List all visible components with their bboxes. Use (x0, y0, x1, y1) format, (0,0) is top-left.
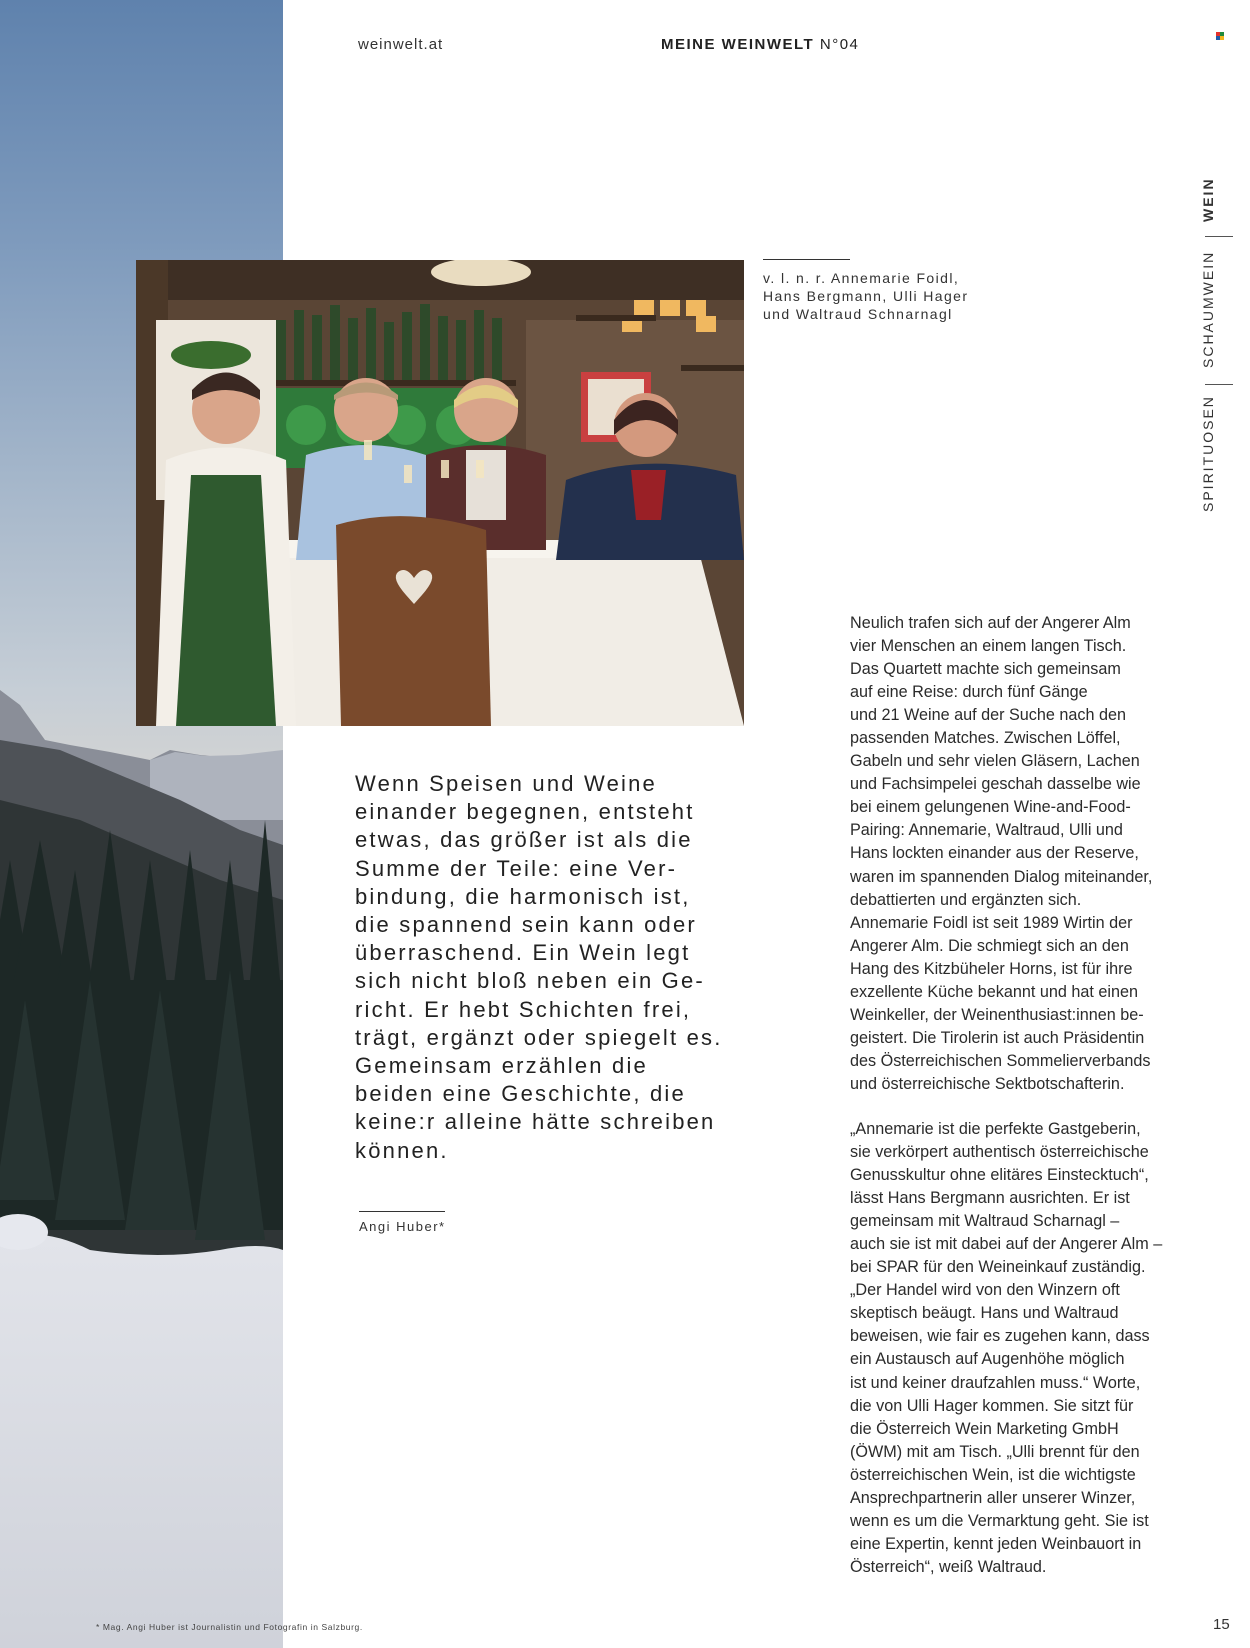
body-line: bei einem gelungenen Wine-and-Food- (850, 798, 1131, 817)
body-line: Ansprechpartnerin aller unserer Winzer, (850, 1488, 1136, 1507)
intro-line: können. (355, 1137, 449, 1163)
body-line: skeptisch beäugt. Hans und Waltraud (850, 1304, 1119, 1323)
body-line: Österreich“, weiß Waltraud. (850, 1557, 1047, 1576)
body-line: eine Expertin, kennt jeden Weinbauort in (850, 1534, 1142, 1553)
body-line: Genusskultur ohne elitäres Einstecktuch“, (850, 1166, 1149, 1185)
nav-item-schaumwein[interactable]: SCHAUMWEIN (1200, 250, 1216, 368)
author-name: Angi Huber* (359, 1219, 446, 1234)
body-line: Angerer Alm. Die schmiegt sich an den (850, 936, 1129, 955)
intro-line: einander begegnen, entsteht (355, 799, 695, 825)
side-landscape-photo (0, 0, 283, 1648)
body-line: Gabeln und sehr vielen Gläsern, Lachen (850, 752, 1140, 771)
body-line: beweisen, wie fair es zugehen kann, dass (850, 1327, 1150, 1346)
body-line: gemeinsam mit Waltraud Scharnagl – (850, 1212, 1120, 1231)
body-line: exzellente Küche bekannt und hat einen (850, 982, 1138, 1001)
body-line: auch sie ist mit dabei auf der Angerer Alm – (850, 1235, 1163, 1254)
body-line: Das Quartett machte sich gemeinsam (850, 660, 1121, 679)
intro-line: Summe der Teile: eine Ver- (355, 855, 678, 881)
body-line: auf eine Reise: durch fünf Gänge (850, 683, 1088, 702)
body-line: sie verkörpert authentisch österreichische (850, 1143, 1149, 1162)
intro-line: die spannend sein kann oder (355, 912, 697, 938)
nav-item-spirituosen[interactable]: SPIRITUOSEN (1200, 395, 1216, 512)
body-line: debattierten und ergänzten sich. (850, 890, 1082, 909)
intro-line: keine:r alleine hätte schreiben (355, 1109, 716, 1135)
site-url[interactable]: weinwelt.at (358, 36, 444, 53)
intro-line: bindung, die harmonisch ist, (355, 883, 691, 909)
footnote: * Mag. Angi Huber ist Journalistin und Fotografin in Salzburg. (96, 1622, 363, 1632)
body-line: und Fachsimpelei geschah dasselbe wie (850, 775, 1141, 794)
caption-line: und Waltraud Schnarnagl (763, 306, 953, 322)
intro-line: überraschend. Ein Wein legt (355, 940, 691, 966)
intro-line: Wenn Speisen und Weine (355, 771, 657, 796)
intro-line: etwas, das größer ist als die (355, 827, 693, 853)
body-line: passenden Matches. Zwischen Löffel, (850, 729, 1121, 748)
nav-divider (1205, 236, 1233, 237)
body-line: Hans lockten einander aus der Reserve, (850, 844, 1139, 863)
caption-line: Hans Bergmann, Ulli Hager (763, 288, 969, 304)
body-line: „Annemarie ist die perfekte Gastgeberin, (850, 1119, 1141, 1138)
body-line: waren im spannenden Dialog miteinander, (850, 867, 1153, 886)
paragraph-gap (850, 1096, 1210, 1118)
nav-item-wein[interactable]: WEIN (1200, 177, 1216, 222)
body-line: Weinkeller, der Weinenthusiast:innen be- (850, 1005, 1144, 1024)
body-line: wenn es um die Vermarktung geht. Sie ist (850, 1511, 1149, 1530)
body-line: Annemarie Foidl ist seit 1989 Wirtin der (850, 913, 1133, 932)
magazine-issue: N°04 (814, 36, 860, 53)
body-line: des Österreichischen Sommelierverbands (850, 1051, 1151, 1070)
group-photo (136, 260, 744, 726)
body-line: Pairing: Annemarie, Waltraud, Ulli und (850, 821, 1123, 840)
body-line: lässt Hans Bergmann ausrichten. Er ist (850, 1189, 1130, 1208)
intro-line: beiden eine Geschichte, die (355, 1081, 686, 1107)
intro-line: sich nicht bloß neben ein Ge- (355, 968, 705, 994)
logo-mark-icon (1216, 32, 1224, 40)
body-line: ein Austausch auf Augenhöhe möglich (850, 1350, 1125, 1369)
page-number: 15 (1213, 1616, 1230, 1633)
magazine-title (661, 36, 859, 53)
intro-lead (355, 770, 755, 1165)
body-line: die Österreich Wein Marketing GmbH (850, 1419, 1119, 1438)
body-line: bei SPAR für den Weineinkauf zuständig. (850, 1258, 1146, 1277)
caption-rule (763, 259, 850, 260)
body-line: und 21 Weine auf der Suche nach den (850, 706, 1126, 725)
nav-divider (1205, 384, 1233, 385)
caption-line: v. l. n. r. Annemarie Foidl, (763, 270, 960, 286)
body-line: Neulich trafen sich auf der Angerer Alm (850, 614, 1131, 632)
body-line: ist und keiner draufzahlen muss.“ Worte, (850, 1373, 1141, 1392)
body-line: die von Ulli Hager kommen. Sie sitzt für (850, 1396, 1134, 1415)
body-line: österreichischen Wein, ist die wichtigste (850, 1465, 1136, 1484)
body-line: und österreichische Sektbotschafterin. (850, 1074, 1125, 1093)
photo-caption (763, 269, 968, 323)
intro-line: trägt, ergänzt oder spiegelt es. (355, 1024, 723, 1050)
body-line: geistert. Die Tirolerin ist auch Präsidentin (850, 1028, 1145, 1047)
article-body (850, 612, 1210, 1579)
body-line: Hang des Kitzbüheler Horns, ist für ihre (850, 959, 1133, 978)
intro-line: Gemeinsam erzählen die (355, 1053, 648, 1079)
intro-line: richt. Er hebt Schichten frei, (355, 996, 692, 1022)
body-line: (ÖWM) mit am Tisch. „Ulli brennt für den (850, 1442, 1140, 1461)
author-rule (359, 1211, 445, 1212)
body-line: „Der Handel wird von den Winzern oft (850, 1281, 1120, 1300)
body-line: vier Menschen an einem langen Tisch. (850, 637, 1127, 656)
magazine-name: MEINE WEINWELT (661, 36, 815, 53)
